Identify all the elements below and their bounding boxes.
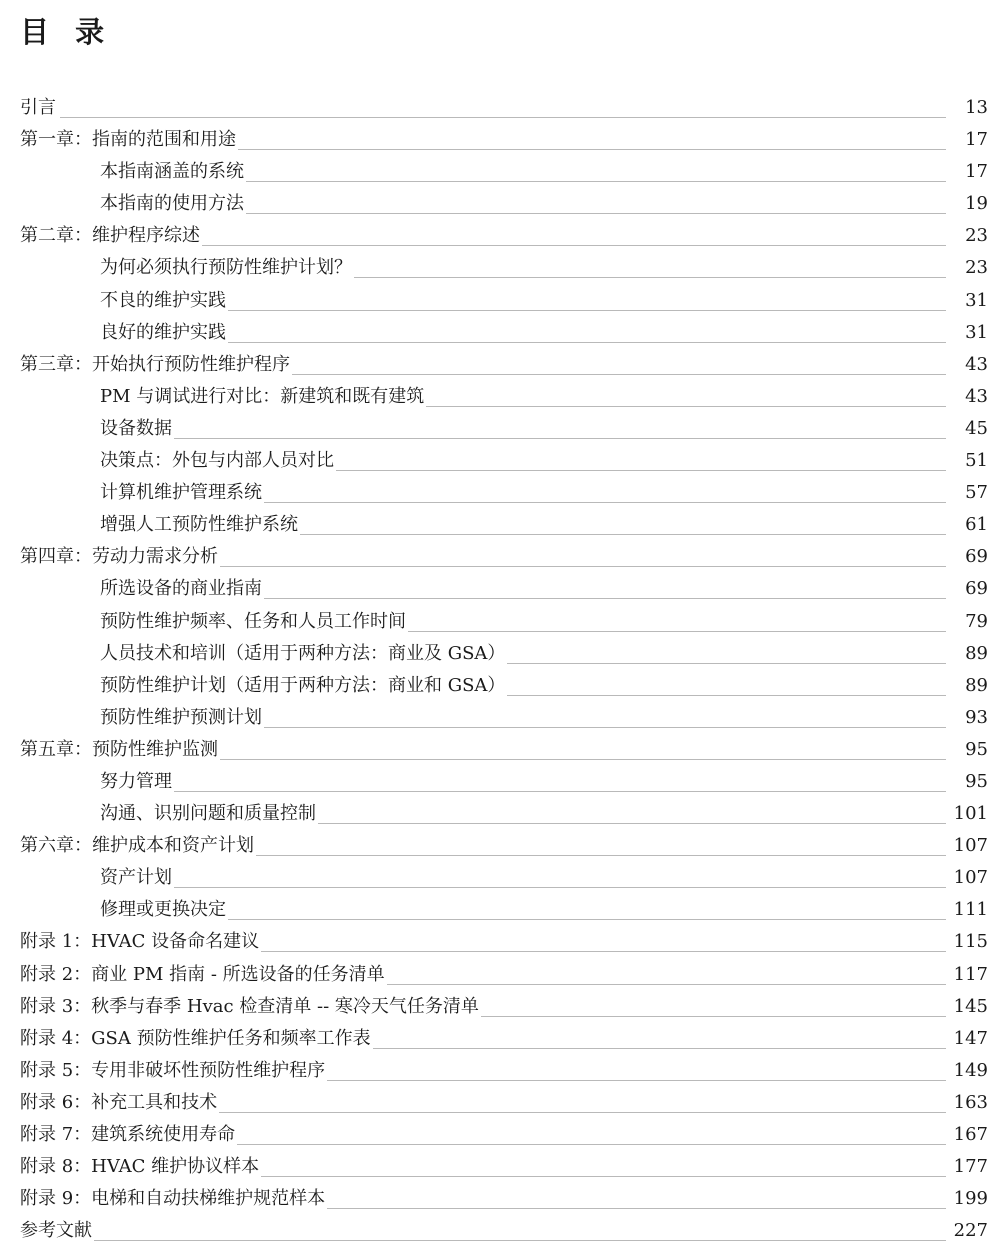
toc-page-number: 163 (952, 1090, 988, 1116)
toc-entry[interactable] (20, 125, 988, 157)
toc-subentry[interactable] (20, 382, 988, 414)
toc-page-number: 43 (963, 352, 988, 378)
toc-leader-line (140, 213, 946, 214)
toc-subentry[interactable] (20, 157, 988, 189)
toc-entry[interactable] (20, 1088, 988, 1120)
toc-entry-label: 所选设备的商业指南 (100, 576, 264, 602)
toc-entry-label: 本指南的使用方法 (100, 191, 246, 217)
toc-subentry[interactable] (20, 863, 988, 895)
toc-page-number: 111 (952, 897, 988, 923)
toc-subentry[interactable] (20, 286, 988, 318)
toc-page-number: 117 (952, 962, 988, 988)
toc-subentry[interactable] (20, 510, 988, 542)
toc-entry-label: 第六章：维护成本和资产计划 (20, 833, 256, 859)
toc-page-number: 89 (963, 641, 988, 667)
toc-subentry[interactable] (20, 446, 988, 478)
page-title: 目 录 (20, 15, 113, 49)
toc-entry-label: 设备数据 (100, 416, 174, 442)
toc-page-number: 101 (952, 801, 988, 827)
toc-entry-label: 附录 2：商业 PM 指南 - 所选设备的任务清单 (20, 962, 387, 988)
toc-page-number: 115 (952, 929, 988, 955)
toc-entry[interactable] (20, 221, 988, 253)
toc-entry-label: 第四章：劳动力需求分析 (20, 544, 220, 570)
toc-entry-label: 为何必须执行预防性维护计划？ (100, 255, 354, 281)
toc-entry-label: 资产计划 (100, 865, 174, 891)
toc-subentry[interactable] (20, 253, 988, 285)
toc-leader-line (140, 342, 946, 343)
toc-page-number: 57 (963, 480, 988, 506)
toc-subentry[interactable] (20, 895, 988, 927)
toc-page-number: 23 (963, 223, 988, 249)
toc-entry[interactable] (20, 992, 988, 1024)
toc-entry-label: 预防性维护预测计划 (100, 705, 264, 731)
toc-entry-label: 附录 9：电梯和自动扶梯维护规范样本 (20, 1186, 327, 1212)
toc-page-number: 147 (952, 1026, 988, 1052)
toc-page-number: 199 (952, 1186, 988, 1212)
toc-leader-line (140, 887, 946, 888)
toc-subentry[interactable] (20, 703, 988, 735)
toc-subentry[interactable] (20, 189, 988, 221)
toc-page-number: 93 (963, 705, 988, 731)
toc-page-number: 45 (963, 416, 988, 442)
toc-entry-label: 沟通、识别问题和质量控制 (100, 801, 318, 827)
toc-page-number: 43 (963, 384, 988, 410)
toc-page-number: 107 (952, 833, 988, 859)
toc-entry-label: 修理或更换决定 (100, 897, 228, 923)
toc-entry-label: 引言 (20, 95, 58, 121)
toc-page-number: 51 (963, 448, 988, 474)
toc-page-number: 149 (952, 1058, 988, 1084)
toc-entry[interactable] (20, 1120, 988, 1152)
toc-entry-label: 努力管理 (100, 769, 174, 795)
toc-entry-label: 预防性维护频率、任务和人员工作时间 (100, 609, 408, 635)
toc-entry-label: PM 与调试进行对比：新建筑和既有建筑 (100, 384, 426, 410)
toc-leader-line (140, 919, 946, 920)
toc-subentry[interactable] (20, 799, 988, 831)
toc-leader-line (140, 181, 946, 182)
toc-entry[interactable] (20, 1152, 988, 1184)
toc-page-number: 23 (963, 255, 988, 281)
toc-entry-label: 决策点：外包与内部人员对比 (100, 448, 336, 474)
toc-page-number: 31 (963, 320, 988, 346)
toc-subentry[interactable] (20, 318, 988, 350)
toc-page-number: 167 (952, 1122, 988, 1148)
toc-entry-label: 附录 1：HVAC 设备命名建议 (20, 929, 261, 955)
toc-leader-line (60, 117, 946, 118)
toc-page-number: 89 (963, 673, 988, 699)
toc-entry-label: 计算机维护管理系统 (100, 480, 264, 506)
toc-leader-line (140, 438, 946, 439)
toc-page-number: 61 (963, 512, 988, 538)
toc-page-number: 17 (963, 127, 988, 153)
toc-page-number: 95 (963, 769, 988, 795)
toc-entry-label: 预防性维护计划（适用于两种方法：商业和 GSA） (100, 673, 507, 699)
toc-leader-line (60, 1240, 946, 1241)
toc-entry-label: 增强人工预防性维护系统 (100, 512, 300, 538)
toc-entry-label: 第三章：开始执行预防性维护程序 (20, 352, 292, 378)
toc-subentry[interactable] (20, 607, 988, 639)
toc-entry[interactable] (20, 735, 988, 767)
toc-subentry[interactable] (20, 767, 988, 799)
toc-page-number: 19 (963, 191, 988, 217)
toc-subentry[interactable] (20, 478, 988, 510)
toc-entry-label: 第二章：维护程序综述 (20, 223, 202, 249)
toc-entry-label: 附录 7：建筑系统使用寿命 (20, 1122, 237, 1148)
toc-page-number: 177 (952, 1154, 988, 1180)
toc-page-number: 107 (952, 865, 988, 891)
toc-entry[interactable] (20, 1056, 988, 1088)
toc-entry-label: 本指南涵盖的系统 (100, 159, 246, 185)
toc-entry-label: 第一章：指南的范围和用途 (20, 127, 238, 153)
toc-entry[interactable] (20, 1184, 988, 1216)
toc-subentry[interactable] (20, 639, 988, 671)
table-of-contents (20, 93, 988, 1248)
toc-page-number: 79 (963, 609, 988, 635)
toc-entry[interactable] (20, 927, 988, 959)
toc-page-number: 17 (963, 159, 988, 185)
toc-entry[interactable] (20, 93, 988, 125)
toc-page-number: 69 (963, 576, 988, 602)
toc-entry-label: 参考文献 (20, 1218, 94, 1244)
toc-entry-label: 第五章：预防性维护监测 (20, 737, 220, 763)
toc-entry-label: 附录 8：HVAC 维护协议样本 (20, 1154, 261, 1180)
toc-page-number: 13 (963, 95, 988, 121)
toc-entry[interactable] (20, 960, 988, 992)
toc-entry-label: 附录 6：补充工具和技术 (20, 1090, 219, 1116)
toc-entry-label: 附录 4：GSA 预防性维护任务和频率工作表 (20, 1026, 373, 1052)
toc-leader-line (140, 791, 946, 792)
toc-subentry[interactable] (20, 574, 988, 606)
toc-leader-line (140, 310, 946, 311)
toc-entry[interactable] (20, 831, 988, 863)
toc-entry[interactable] (20, 1024, 988, 1056)
toc-entry[interactable] (20, 542, 988, 574)
toc-page-number: 227 (952, 1218, 988, 1244)
toc-page-number: 145 (952, 994, 988, 1020)
toc-entry-label: 附录 5：专用非破坏性预防性维护程序 (20, 1058, 327, 1084)
toc-subentry[interactable] (20, 414, 988, 446)
toc-entry-label: 附录 3：秋季与春季 Hvac 检查清单 -- 寒冷天气任务清单 (20, 994, 481, 1020)
toc-entry-label: 人员技术和培训（适用于两种方法：商业及 GSA） (100, 641, 507, 667)
toc-subentry[interactable] (20, 671, 988, 703)
toc-entry[interactable] (20, 350, 988, 382)
toc-entry-label: 不良的维护实践 (100, 288, 228, 314)
toc-page-number: 69 (963, 544, 988, 570)
toc-page-number: 95 (963, 737, 988, 763)
toc-entry[interactable] (20, 1216, 988, 1248)
toc-entry-label: 良好的维护实践 (100, 320, 228, 346)
toc-page-number: 31 (963, 288, 988, 314)
